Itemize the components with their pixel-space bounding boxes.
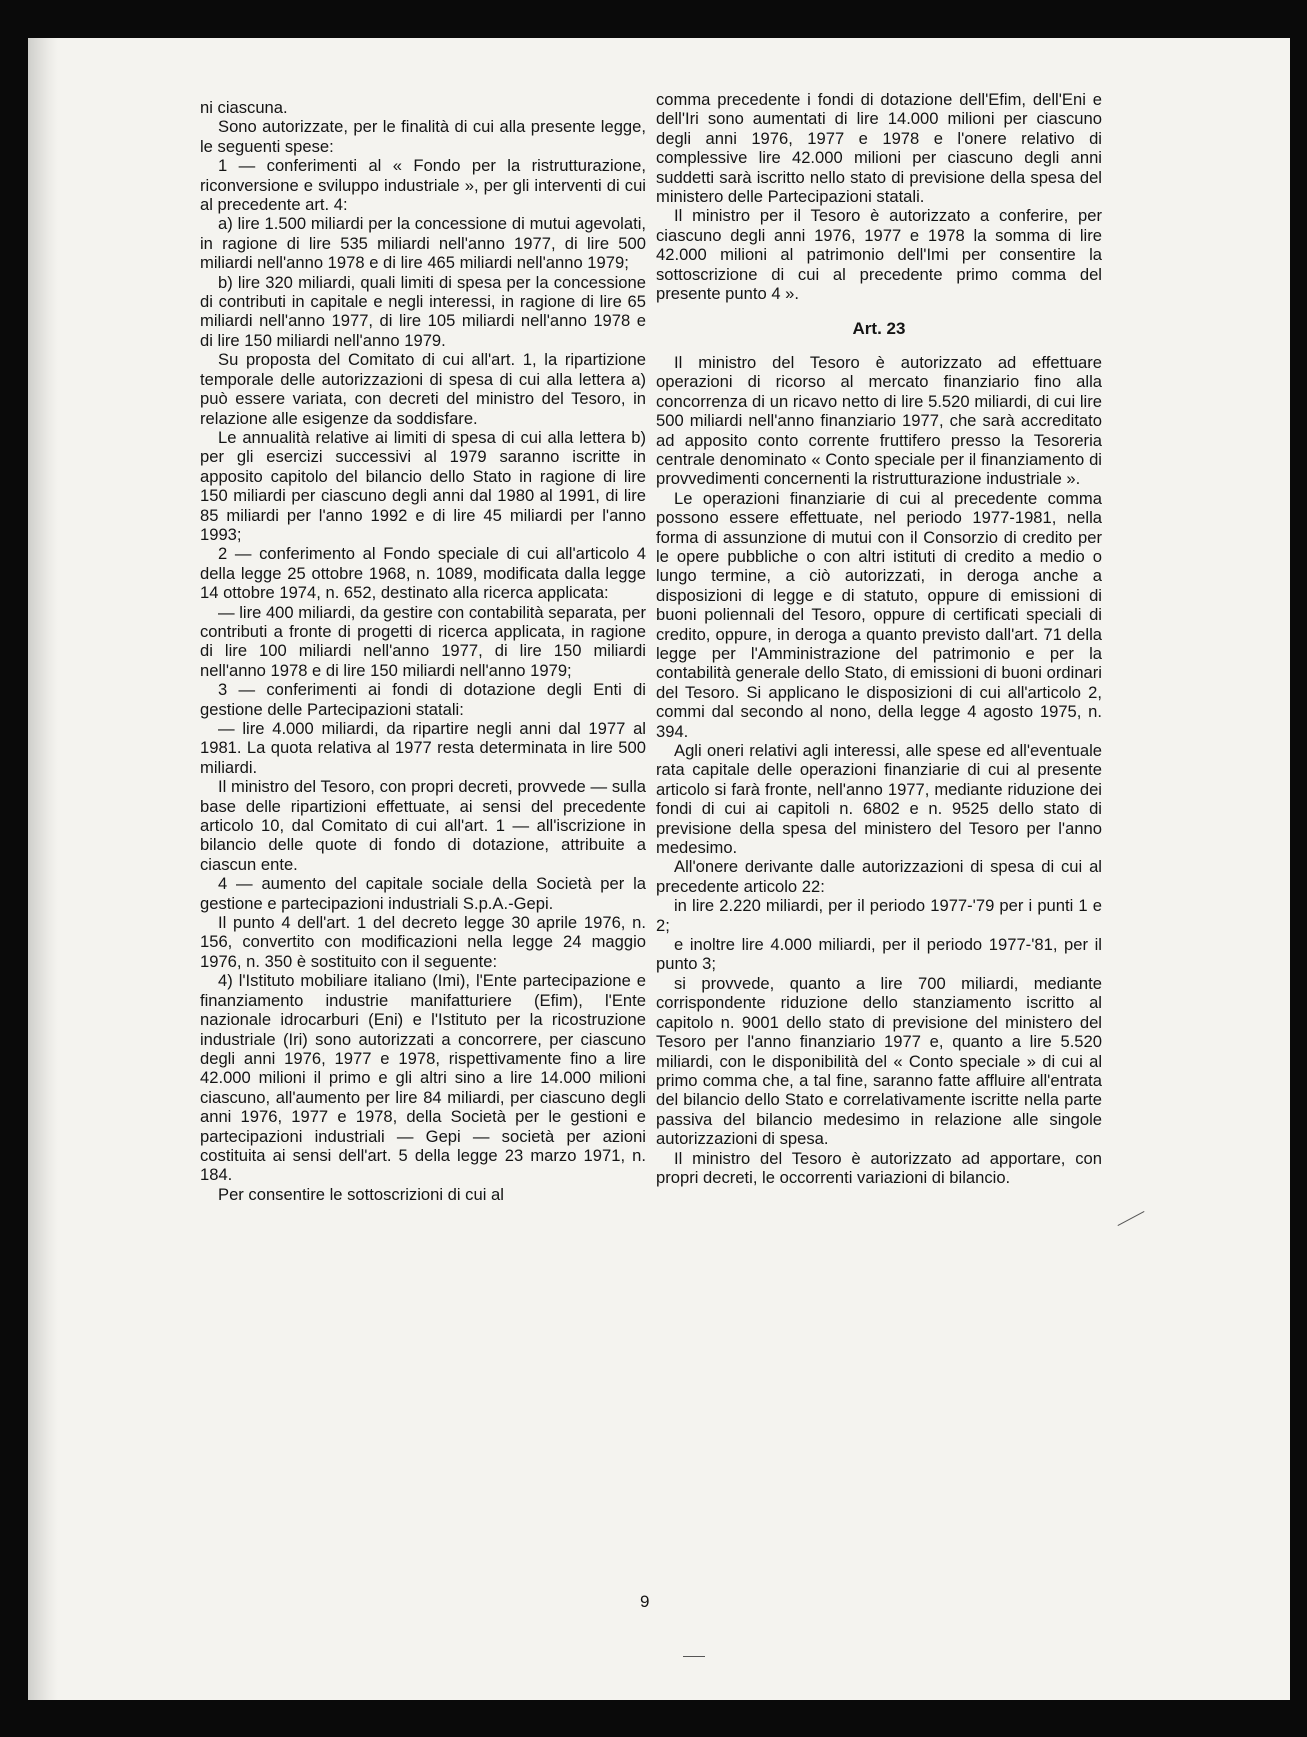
right-paragraph: comma precedente i fondi di dotazione dell'Efim, dell'Eni e dell'Iri sono aumentati di lire 14.000 milioni per ciascuno degli anni 1976, 1977 e 1978 e l'onere relativo di complessive lire 42.000 milioni per ciascuno degli anni suddetti sarà iscritto nello stato di previsione della spesa del ministero delle Partecipazioni statali. bbox=[656, 90, 1102, 207]
left-paragraph: Per consentire le sottoscrizioni di cui al bbox=[218, 1184, 504, 1204]
right-paragraph: Le operazioni finanziarie di cui al precedente comma possono essere effettuate, nel periodo 1977-1981, nella forma di assunzione di mutui con il Consorzio di credito per le opere pubbliche o con altri istituti di credito a medio o lungo termine, a ciò autorizzati, in deroga anche a disposizioni di legge e di statuto, oppure di emissioni di buoni poliennali del Tesoro, oppure di certificati speciali di credito, oppure, in deroga a quanto previsto dall'art. 71 della legge per l'Amministrazione del patrimonio e per la contabilità generale dello Stato, di emissioni di buoni ordinari del Tesoro. Si applicano le disposizioni di cui all'articolo 2, commi dal secondo al nono, della legge 4 agosto 1975, n. 394. bbox=[656, 488, 1102, 741]
document-page bbox=[28, 38, 1290, 1700]
right-paragraph: in lire 2.220 miliardi, per il periodo 1977-'79 per i punti 1 e 2; bbox=[656, 896, 1102, 935]
right-paragraph: si provvede, quanto a lire 700 miliardi, mediante corrispondente riduzione dello stanziamento iscritto al capitolo n. 9001 dello stato di previsione del ministero del Tesoro per l'anno finanziario 1977 e, quanto a lire 5.520 miliardi, con le disponibilità del « Conto speciale » di cui al primo comma che, a tal fine, saranno fatte affluire all'entrata del bilancio dello Stato e correlativamente iscritte nella parte passiva del bilancio medesimo in relazione alle singole autorizzazioni di spesa. bbox=[656, 973, 1102, 1149]
pencil-mark bbox=[1118, 1211, 1145, 1226]
pencil-mark bbox=[683, 1656, 705, 1657]
left-paragraph: 1 — conferimenti al « Fondo per la ristrutturazione, riconversione e sviluppo industriale », per gli interventi di cui al precedente art. 4: bbox=[200, 156, 646, 215]
left-paragraph: Sono autorizzate, per le finalità di cui alla presente legge, le seguenti spese: bbox=[200, 117, 646, 156]
left-paragraph: a) lire 1.500 miliardi per la concessione di mutui agevolati, in ragione di lire 535 miliardi nell'anno 1977, di lire 500 miliardi nell'anno 1978 e di lire 465 miliardi nell'anno 1979; bbox=[200, 214, 646, 273]
binding-edge bbox=[28, 38, 58, 1700]
article-heading: Art. 23 bbox=[852, 319, 906, 339]
left-paragraph: b) lire 320 miliardi, quali limiti di spesa per la concessione di contributi in capitale e negli interessi, in ragione di lire 65 miliardi nell'anno 1977, di lire 105 miliardi nell'anno 1978 e di lire 150 miliardi nell'anno 1979. bbox=[200, 272, 646, 350]
right-paragraph: All'onere derivante dalle autorizzazioni di spesa di cui al precedente articolo 22: bbox=[656, 857, 1102, 896]
right-paragraph: e inoltre lire 4.000 miliardi, per il periodo 1977-'81, per il punto 3; bbox=[656, 935, 1102, 974]
left-paragraph: — lire 400 miliardi, da gestire con contabilità separata, per contributi a fronte di progetti di ricerca applicata, in ragione di lire 100 miliardi nell'anno 1977, di lire 150 miliardi nell'anno 1978 e di lire 150 miliardi nell'anno 1979; bbox=[200, 602, 646, 680]
left-paragraph: 4 — aumento del capitale sociale della Società per la gestione e partecipazioni industriali S.p.A.-Gepi. bbox=[200, 874, 646, 913]
right-column bbox=[656, 90, 1102, 1187]
left-paragraph: 3 — conferimenti ai fondi di dotazione degli Enti di gestione delle Partecipazioni statali: bbox=[200, 680, 646, 719]
left-paragraph: Le annualità relative ai limiti di spesa di cui alla lettera b) per gli esercizi successivi al 1979 saranno iscritte in apposito capitolo del bilancio dello Stato in ragione di lire 150 miliardi per ciascuno degli anni dal 1980 al 1991, di lire 85 miliardi per l'anno 1992 e di lire 45 miliardi per l'anno 1993; bbox=[200, 427, 646, 544]
right-paragraph: Il ministro del Tesoro è autorizzato ad effettuare operazioni di ricorso al mercato finanziario fino alla concorrenza di un ricavo netto di lire 5.520 miliardi, di cui lire 500 miliardi nell'anno finanziario 1977, che sarà accreditato ad apposito conto corrente fruttifero presso la Tesoreria centrale denominato « Conto speciale per il finanziamento di provvedimenti concernenti la ristrutturazione industriale ». bbox=[656, 352, 1102, 489]
page-number: 9 bbox=[640, 1592, 650, 1611]
right-paragraph: Il ministro per il Tesoro è autorizzato a conferire, per ciascuno degli anni 1976, 1977 e 1978 la somma di lire 42.000 milioni al patrimonio dell'Imi per consentire la sottoscrizione di cui al precedente primo comma del presente punto 4 ». bbox=[656, 206, 1102, 304]
left-paragraph: Il punto 4 dell'art. 1 del decreto legge 30 aprile 1976, n. 156, convertito con modificazioni nella legge 24 maggio 1976, n. 350 è sostituito con il seguente: bbox=[200, 913, 646, 971]
left-paragraph: Su proposta del Comitato di cui all'art. 1, la ripartizione temporale delle autorizzazioni di spesa di cui alla lettera a) può essere variata, con decreti del ministro del Tesoro, in relazione alle esigenze da soddisfare. bbox=[200, 350, 646, 428]
left-paragraph: ni ciascuna. bbox=[200, 98, 288, 117]
left-paragraph: 4) l'Istituto mobiliare italiano (Imi), l'Ente partecipazione e finanziamento industrie manifatturiere (Efim), l'Ente nazionale idrocarburi (Eni) e l'Istituto per la ricostruzione industriale (Iri) sono autorizzati a concorrere, per ciascuno degli anni 1976, 1977 e 1978, rispettivamente fino a lire 42.000 milioni il primo e gli altri sino a lire 14.000 milioni ciascuno, all'aumento per lire 84 miliardi, per ciascuno degli anni 1976, 1977 e 1978, della Società per le gestioni e partecipazioni industriali — Gepi — società per azioni costituita ai sensi dell'art. 5 della legge 23 marzo 1971, n. 184. bbox=[200, 971, 646, 1185]
left-paragraph: Il ministro del Tesoro, con propri decreti, provvede — sulla base delle ripartizioni effettuate, ai sensi del precedente articolo 10, dal Comitato di cui all'art. 1 — all'iscrizione in bilancio delle quote di fondo di dotazione, attribuite a ciascun ente. bbox=[200, 777, 646, 874]
left-paragraph: — lire 4.000 miliardi, da ripartire negli anni dal 1977 al 1981. La quota relativa al 1977 resta determinata in lire 500 miliardi. bbox=[200, 719, 646, 777]
right-paragraph: Il ministro del Tesoro è autorizzato ad apportare, con propri decreti, le occorrenti variazioni di bilancio. bbox=[656, 1148, 1102, 1187]
left-column bbox=[200, 98, 646, 1204]
right-paragraph: Agli oneri relativi agli interessi, alle spese ed all'eventuale rata capitale delle operazioni finanziarie di cui al presente articolo si farà fronte, nell'anno 1977, mediante riduzione dei fondi di cui ai capitoli n. 6802 e n. 9525 dello stato di previsione della spesa del ministero del Tesoro per l'anno medesimo. bbox=[656, 741, 1102, 858]
left-paragraph: 2 — conferimento al Fondo speciale di cui all'articolo 4 della legge 25 ottobre 1968, n. 1089, modificata dalla legge 14 ottobre 1974, n. 652, destinato alla ricerca applicata: bbox=[200, 544, 646, 603]
